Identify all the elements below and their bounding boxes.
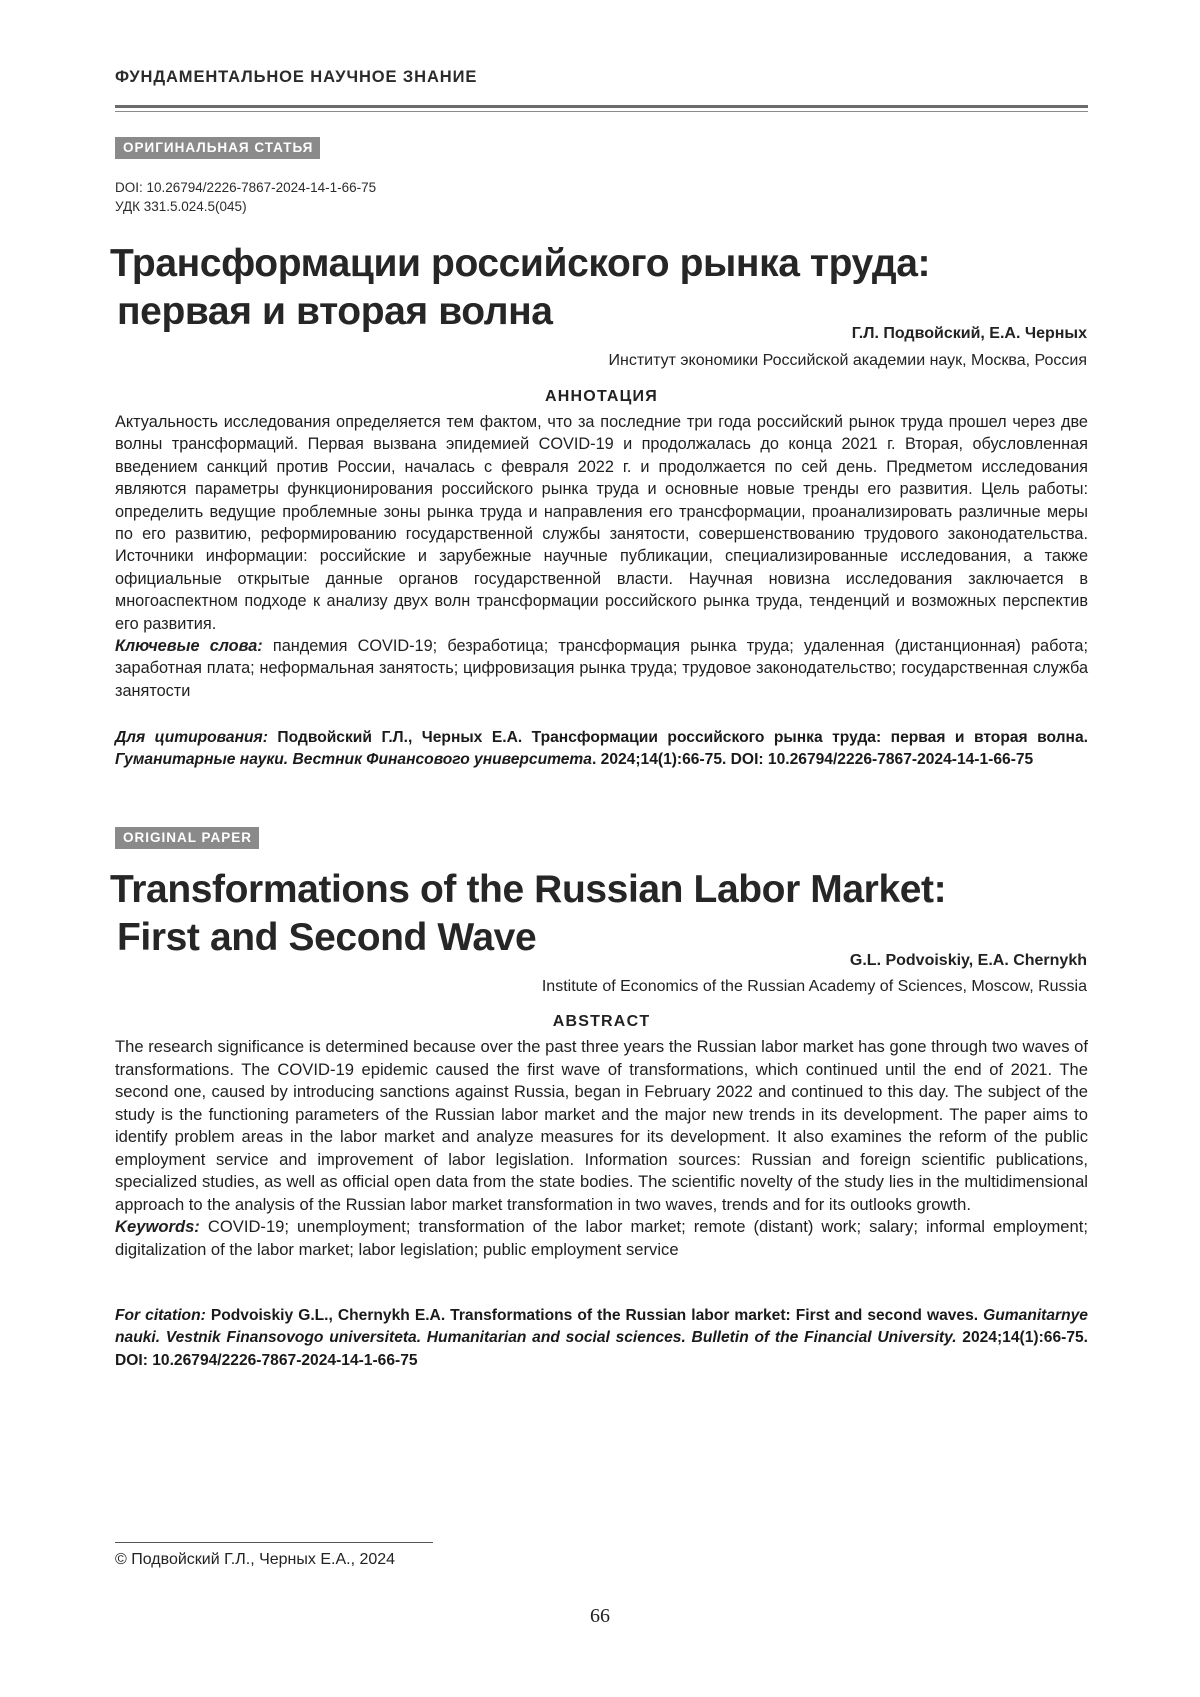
citation-main-ru: Подвойский Г.Л., Черных Е.А. Трансформации российского рынка труда: первая и вторая волна. (277, 729, 1088, 746)
authors-ru: Г.Л. Подвойский, Е.А. Черных (852, 325, 1087, 343)
abstract-heading-ru: АННОТАЦИЯ (115, 388, 1088, 406)
keywords-label-ru: Ключевые слова: (115, 637, 263, 655)
abstract-heading-en: ABSTRACT (115, 1013, 1088, 1031)
authors-en: G.L. Podvoiskiy, E.A. Chernykh (850, 952, 1087, 970)
citation-en (115, 1305, 1088, 1372)
abstract-ru (115, 411, 1088, 702)
udk-line: УДК 331.5.024.5(045) (115, 197, 247, 216)
title-en-line2: First and Second Wave (110, 914, 946, 962)
title-ru-line1: Трансформации российского рынка труда: (110, 240, 930, 288)
keywords-label-en: Keywords: (115, 1217, 200, 1236)
keywords-en: COVID-19; unemployment; transformation of the labor market; remote (distant) work; salary; informal employment; digitalization of the labor market; labor legislation; public employment service (115, 1217, 1088, 1259)
citation-main-en: Podvoiskiy G.L., Chernykh E.A. Transformations of the Russian labor market: First and second waves. (211, 1307, 978, 1324)
title-ru-line2: первая и вторая волна (110, 288, 930, 336)
citation-journal-ru: Гуманитарные науки. Вестник Финансового университета (115, 751, 592, 768)
header-rule-thin (115, 111, 1088, 112)
journal-section-title: ФУНДАМЕНТАЛЬНОЕ НАУЧНОЕ ЗНАНИЕ (115, 68, 477, 87)
abstract-en (115, 1036, 1088, 1261)
header-rule-thick (115, 105, 1088, 108)
abstract-en-text: The research significance is determined because over the past three years the Russian labor market has gone through two waves of transformations. The COVID-19 epidemic caused the first wave of transformations, which continued until the end of 2021. The second one, caused by introducing sanctions against Russia, began in February 2022 and continued to this day. The subject of the study is the functioning parameters of the Russian labor market and the major new trends in its development. The paper aims to identify problem areas in the labor market and analyze measures for its development. It also examines the reform of the public employment service and improvement of labor legislation. Information sources: Russian and foreign scientific publications, specialized studies, as well as official open data from the state bodies. The scientific novelty of the study lies in the multidimensional approach to the analysis of the Russian labor market transformation in two waves, trends and for its outlooks growth. (115, 1037, 1088, 1214)
title-en-line1: Transformations of the Russian Labor Market: (110, 866, 946, 914)
citation-ru (115, 727, 1088, 772)
copyright-footnote: © Подвойский Г.Л., Черных Е.А., 2024 (115, 1551, 395, 1569)
keywords-ru: пандемия COVID-19; безработица; трансформация рынка труда; удаленная (дистанционная) работа; заработная плата; неформальная занятость; цифровизация рынка труда; трудовое законодательство; государственная служба занятости (115, 637, 1088, 700)
page-number: 66 (0, 1605, 1200, 1628)
title-ru (110, 240, 930, 336)
title-en (110, 866, 946, 962)
citation-tail-en: 2024;14(1):66-75. DOI: 10.26794/2226-7867-2024-14-1-66-75 (115, 1329, 1088, 1368)
abstract-ru-text: Актуальность исследования определяется тем фактом, что за последние три года российский рынок труда прошел через две волны трансформаций. Первая вызвана эпидемией COVID-19 и продолжалась до конца 2021 г. Вторая, обусловленная введением санкций против России, началась с февраля 2022 г. и продолжается по сей день. Предметом исследования являются параметры функционирования российского рынка труда и основные новые тренды его развития. Цель работы: определить ведущие проблемные зоны рынка труда и направления его трансформации, проанализировать различные меры по его развитию, реформированию государственной службы занятости, совершенствованию трудового законодательства. Источники информации: российские и зарубежные научные публикации, специализированные исследования, а также официальные открытые данные органов государственной власти. Научная новизна исследования заключается в многоаспектном подходе к анализу двух волн трансформации российского рынка труда, тенденций и возможных перспектив его развития. (115, 413, 1088, 633)
citation-journal-en: Gumanitarnye nauki. Vestnik Finansovogo universiteta. Humanitarian and social sciences. Bulletin of the Financial University. (115, 1307, 1088, 1346)
citation-label-ru: Для цитирования: (115, 729, 268, 746)
affiliation-en: Institute of Economics of the Russian Academy of Sciences, Moscow, Russia (542, 978, 1087, 996)
citation-tail-ru: . 2024;14(1):66-75. DOI: 10.26794/2226-7867-2024-14-1-66-75 (592, 751, 1033, 768)
footnote-rule (115, 1542, 433, 1543)
citation-label-en: For citation: (115, 1307, 206, 1324)
article-type-badge-en: ORIGINAL PAPER (115, 827, 259, 849)
doi-line: DOI: 10.26794/2226-7867-2024-14-1-66-75 (115, 178, 376, 197)
article-type-badge-ru: ОРИГИНАЛЬНАЯ СТАТЬЯ (115, 137, 320, 159)
affiliation-ru: Институт экономики Российской академии наук, Москва, Россия (608, 352, 1087, 370)
